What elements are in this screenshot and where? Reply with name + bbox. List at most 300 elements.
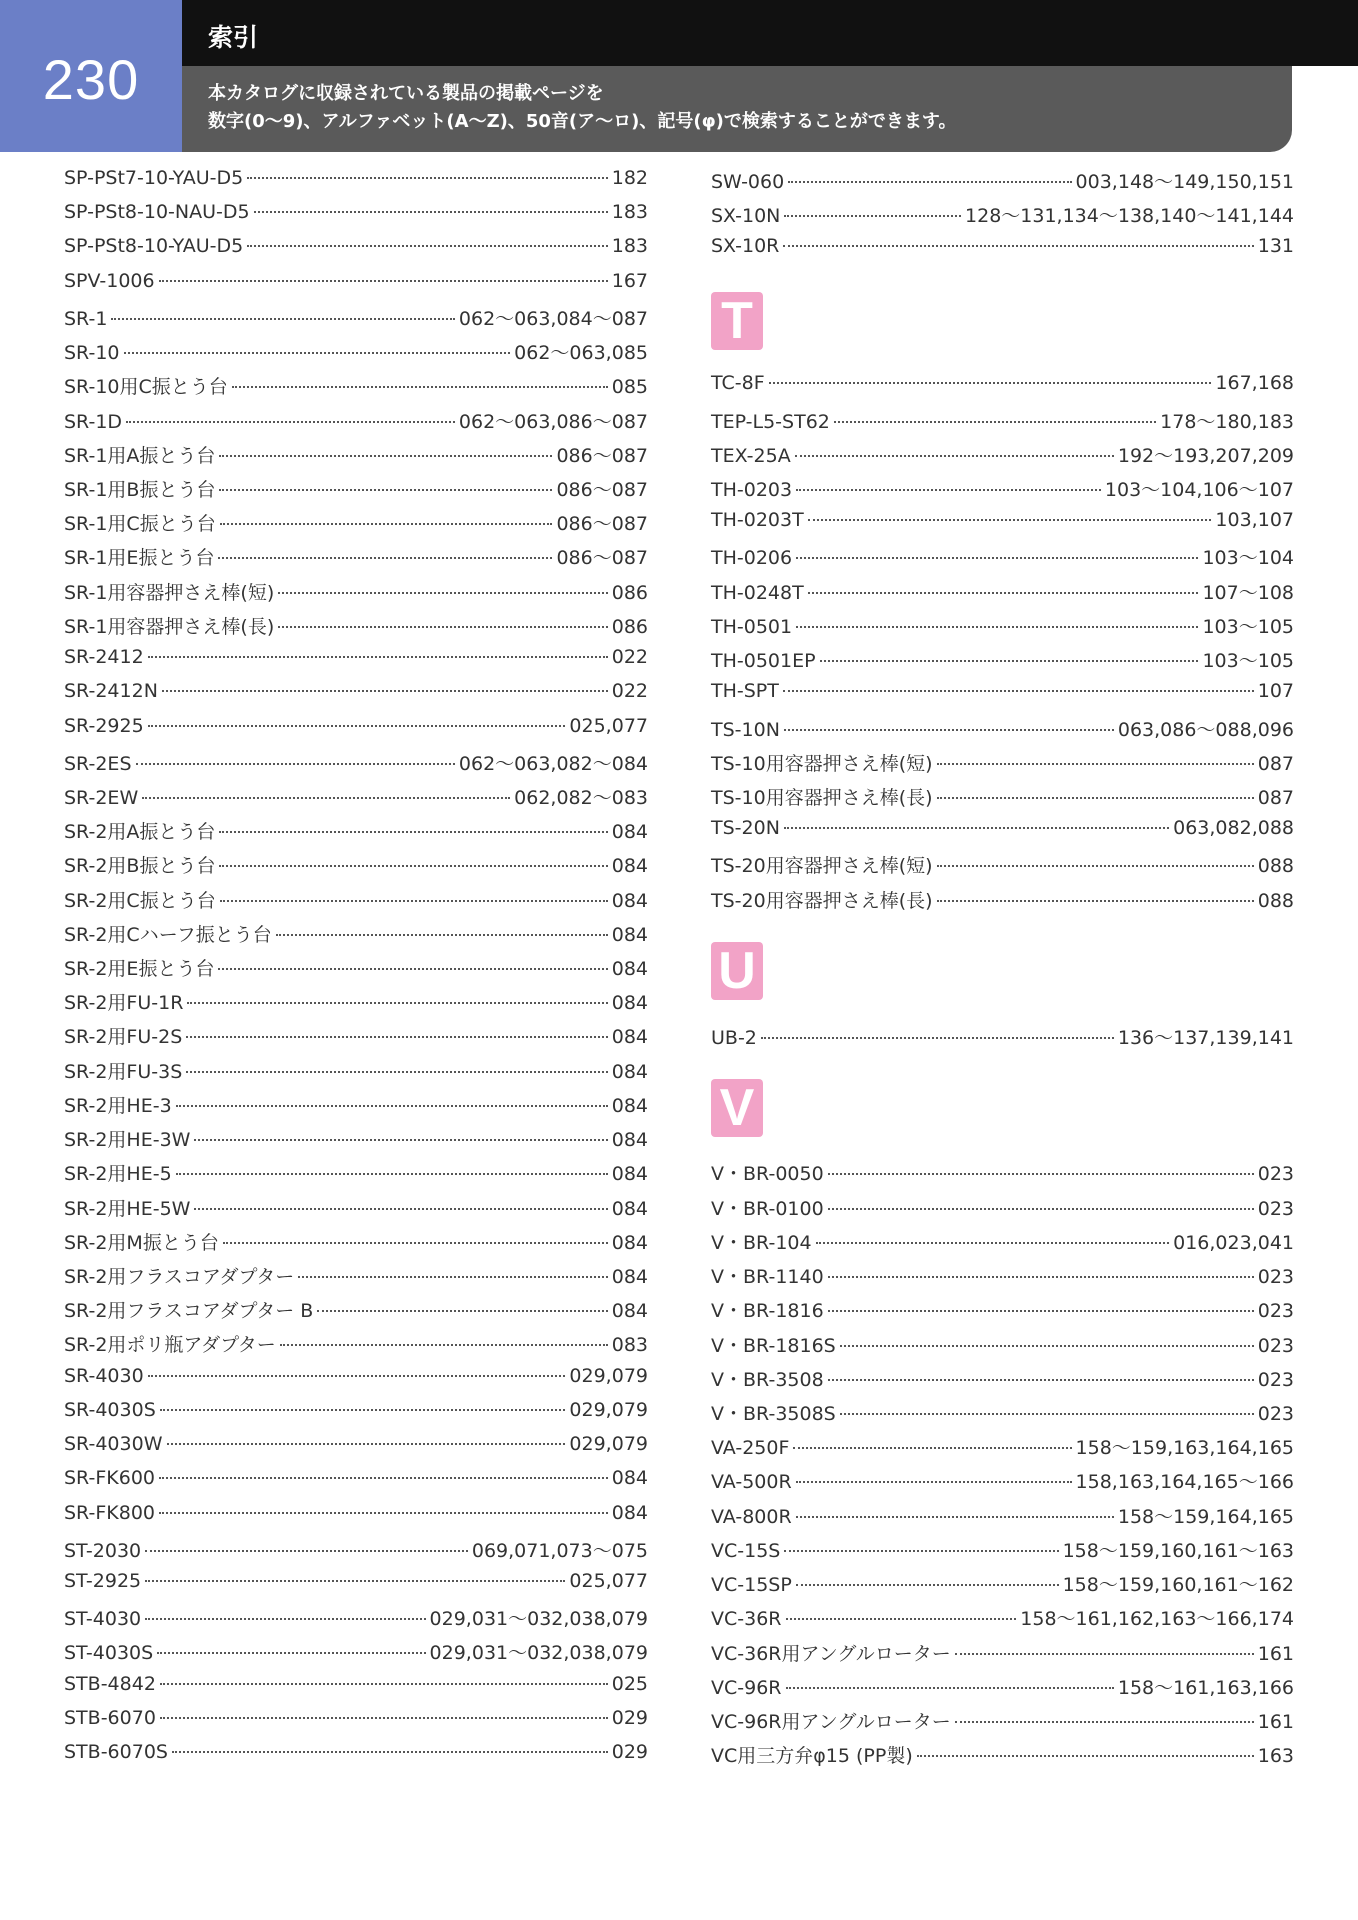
index-entry <box>64 338 648 372</box>
dot-leader <box>219 865 607 867</box>
dot-leader <box>218 557 552 559</box>
dot-leader <box>786 1618 1017 1620</box>
index-entry <box>711 543 1294 577</box>
entry-page: 084 <box>611 855 648 878</box>
entry-name: TS-20用容器押さえ棒(短) <box>711 855 933 878</box>
entry-page: 167 <box>611 269 648 292</box>
entry-page: 084 <box>611 821 648 844</box>
section-header-v <box>711 1057 1294 1160</box>
index-entry <box>711 1194 1294 1228</box>
entry-name: TH-0203 <box>711 479 793 501</box>
entry-page: 023 <box>1257 1197 1294 1220</box>
index-entry <box>64 167 648 201</box>
dot-leader <box>223 1242 608 1244</box>
entry-name: STB-6070S <box>64 1741 168 1764</box>
entry-page: 023 <box>1257 1402 1294 1425</box>
index-entry <box>64 1091 648 1125</box>
dot-leader <box>793 1447 1071 1449</box>
dot-leader <box>167 1443 566 1445</box>
dot-leader <box>834 421 1156 423</box>
index-entry <box>711 1604 1294 1638</box>
entry-name: VC-96R用アングルローター <box>711 1710 951 1733</box>
index-entry <box>64 543 648 577</box>
entry-page: 084 <box>611 1026 648 1049</box>
entry-name: TS-20N <box>711 817 780 840</box>
entry-name: SR-1用B振とう台 <box>64 478 216 501</box>
dot-leader <box>955 1653 1254 1655</box>
entry-name: SP-PSt7-10-YAU-D5 <box>64 167 244 189</box>
dot-leader <box>159 280 608 282</box>
index-entry <box>64 749 648 783</box>
index-entry <box>711 1228 1294 1262</box>
index-entry <box>64 1022 648 1056</box>
entry-name: SR-2用B振とう台 <box>64 855 216 878</box>
dot-leader <box>820 660 1199 662</box>
index-entry <box>711 817 1294 851</box>
dot-leader <box>788 181 1071 183</box>
entry-page: 158〜159,163,164,165 <box>1075 1437 1294 1460</box>
entry-name: ST-2030 <box>64 1539 142 1562</box>
entry-page: 029,079 <box>569 1433 648 1456</box>
entry-name: VA-250F <box>711 1437 790 1460</box>
entry-name: SPV-1006 <box>64 269 155 292</box>
entry-name: VC-15S <box>711 1539 781 1562</box>
entry-page: 062〜063,084〜087 <box>458 307 648 330</box>
description-bar <box>182 66 1292 152</box>
dot-leader <box>828 1310 1254 1312</box>
index-column-left <box>64 167 648 1775</box>
entry-page: 084 <box>611 992 648 1015</box>
dot-leader <box>247 177 607 179</box>
dot-leader <box>142 797 510 799</box>
index-entry <box>64 715 648 749</box>
entry-name: SR-2412N <box>64 680 158 703</box>
index-entry <box>64 1433 648 1467</box>
entry-page: 016,023,041 <box>1173 1231 1294 1254</box>
entry-name: V・BR-3508S <box>711 1402 836 1425</box>
entry-page: 192〜193,207,209 <box>1117 444 1294 467</box>
entry-name: SR-FK600 <box>64 1467 156 1490</box>
entry-name: TH-0203T <box>711 509 804 532</box>
index-entry <box>64 1707 648 1741</box>
dot-leader <box>840 1345 1254 1347</box>
index-entry <box>64 1467 648 1501</box>
entry-page: 084 <box>611 1266 648 1288</box>
entry-name: V・BR-3508 <box>711 1368 824 1391</box>
dot-leader <box>145 1618 425 1620</box>
entry-page: 084 <box>611 1501 648 1524</box>
index-entry <box>711 372 1294 406</box>
entry-page: 023 <box>1257 1300 1294 1323</box>
entry-name: SR-1用C振とう台 <box>64 513 216 536</box>
entry-page: 158〜161,162,163〜166,174 <box>1020 1608 1294 1631</box>
dot-leader <box>796 557 1198 559</box>
entry-page: 083 <box>611 1334 648 1357</box>
index-entry <box>711 715 1294 749</box>
index-entry <box>64 509 648 543</box>
dot-leader <box>220 900 608 902</box>
entry-name: VA-800R <box>711 1505 792 1528</box>
entry-name: ST-4030 <box>64 1608 142 1631</box>
dot-leader <box>176 1105 608 1107</box>
entry-page: 084 <box>611 1129 648 1152</box>
index-entry <box>64 1057 648 1091</box>
index-entry <box>64 578 648 612</box>
entry-name: SR-2用ポリ瓶アダプター <box>64 1334 276 1357</box>
entry-page: 183 <box>611 201 648 224</box>
index-entry <box>64 304 648 338</box>
section-header-t <box>711 270 1294 373</box>
dot-leader <box>784 215 961 217</box>
entry-name: TS-10N <box>711 718 780 741</box>
entry-page: 107〜108 <box>1202 581 1294 604</box>
entry-name: SR-1D <box>64 410 123 433</box>
entry-name: TH-0501EP <box>711 650 816 673</box>
entry-page: 158〜159,160,161〜163 <box>1062 1539 1294 1562</box>
dot-leader <box>937 763 1254 765</box>
entry-page: 084 <box>611 1300 648 1323</box>
index-entry <box>711 646 1294 680</box>
entry-page: 084 <box>611 1231 648 1254</box>
entry-page: 085 <box>611 376 648 399</box>
index-entry <box>711 441 1294 475</box>
entry-page: 167,168 <box>1215 372 1294 395</box>
index-entry <box>711 612 1294 646</box>
index-entry <box>711 578 1294 612</box>
entry-name: SR-2用M振とう台 <box>64 1231 219 1254</box>
dot-leader <box>317 1310 607 1312</box>
index-entry <box>64 441 648 475</box>
entry-page: 084 <box>611 1060 648 1083</box>
dot-leader <box>796 1516 1114 1518</box>
entry-name: V・BR-104 <box>711 1231 812 1254</box>
dot-leader <box>145 1580 565 1582</box>
title-bar <box>182 0 1358 66</box>
dot-leader <box>796 1481 1072 1483</box>
entry-page: 103〜105 <box>1202 650 1294 673</box>
entry-name: TH-SPT <box>711 680 779 703</box>
dot-leader <box>796 489 1101 491</box>
entry-page: 086 <box>611 615 648 638</box>
index-entry <box>64 646 648 680</box>
entry-page: 103〜104,106〜107 <box>1104 479 1294 501</box>
index-entry <box>64 680 648 714</box>
index-entry <box>711 1707 1294 1741</box>
entry-name: TH-0248T <box>711 581 804 604</box>
index-entry <box>711 475 1294 509</box>
entry-page: 084 <box>611 1094 648 1117</box>
dot-leader <box>126 421 455 423</box>
entry-name: SR-2用FU-1R <box>64 992 184 1015</box>
index-entry <box>64 920 648 954</box>
entry-name: TS-20用容器押さえ棒(長) <box>711 889 933 912</box>
dot-leader <box>828 1379 1254 1381</box>
dot-leader <box>172 1751 608 1753</box>
entry-page: 069,071,073〜075 <box>471 1539 648 1562</box>
entry-name: SR-1 <box>64 307 108 330</box>
dot-leader <box>796 1584 1059 1586</box>
dot-leader <box>160 1683 608 1685</box>
entry-page: 029 <box>611 1741 648 1764</box>
index-entry <box>711 1262 1294 1296</box>
dot-leader <box>816 1242 1170 1244</box>
entry-name: SR-2用FU-2S <box>64 1026 183 1049</box>
dot-leader <box>219 489 552 491</box>
index-entry <box>711 1296 1294 1330</box>
entry-name: SR-10用C振とう台 <box>64 376 228 399</box>
entry-name: SR-2用C振とう台 <box>64 889 216 912</box>
entry-page: 023 <box>1257 1266 1294 1289</box>
index-entry <box>64 1502 648 1536</box>
entry-name: SR-1用容器押さえ棒(長) <box>64 615 275 638</box>
entry-name: SR-4030S <box>64 1398 156 1421</box>
dot-leader <box>278 592 607 594</box>
entry-page: 084 <box>611 1163 648 1186</box>
entry-page: 128〜131,134〜138,140〜141,144 <box>965 205 1294 228</box>
index-entry <box>64 1262 648 1296</box>
entry-name: SR-1用E振とう台 <box>64 547 215 570</box>
entry-name: SR-2ES <box>64 752 132 775</box>
dot-leader <box>828 1276 1254 1278</box>
index-entry <box>711 1159 1294 1193</box>
entry-page: 182 <box>611 167 648 189</box>
entry-page: 084 <box>611 889 648 912</box>
dot-leader <box>298 1276 608 1278</box>
entry-name: SR-FK800 <box>64 1501 156 1524</box>
entry-name: UB-2 <box>711 1026 757 1049</box>
index-column-right <box>711 167 1294 1775</box>
entry-page: 084 <box>611 1467 648 1490</box>
entry-page: 136〜137,139,141 <box>1117 1026 1294 1049</box>
description-line-1: 本カタログに収録されている製品の掲載ページを <box>208 83 604 104</box>
entry-page: 025 <box>611 1672 648 1695</box>
entry-page: 062〜063,086〜087 <box>458 410 648 433</box>
dot-leader <box>160 1717 608 1719</box>
dot-leader <box>159 1512 608 1514</box>
index-entry <box>64 1228 648 1262</box>
dot-leader <box>783 245 1253 247</box>
entry-page: 084 <box>611 923 648 946</box>
entry-name: TS-10用容器押さえ棒(短) <box>711 752 933 775</box>
entry-name: SX-10R <box>711 235 780 258</box>
dot-leader <box>194 1208 607 1210</box>
entry-page: 023 <box>1257 1163 1294 1186</box>
entry-name: TH-0206 <box>711 547 793 570</box>
dot-leader <box>219 831 607 833</box>
index-entry <box>711 1331 1294 1365</box>
index-entry <box>64 1399 648 1433</box>
index-entry <box>64 1570 648 1604</box>
index-entry <box>64 1638 648 1672</box>
section-letter-badge: T <box>711 292 763 350</box>
entry-page: 158〜159,164,165 <box>1117 1505 1294 1528</box>
dot-leader <box>828 1173 1254 1175</box>
entry-page: 003,148〜149,150,151 <box>1075 171 1294 193</box>
dot-leader <box>761 1037 1114 1039</box>
entry-name: SR-2用HE-3 <box>64 1094 172 1117</box>
entry-name: SR-2用FU-3S <box>64 1060 183 1083</box>
entry-page: 029,031〜032,038,079 <box>429 1642 648 1665</box>
entry-page: 063,082,088 <box>1173 817 1294 840</box>
dot-leader <box>278 626 607 628</box>
entry-name: V・BR-1816 <box>711 1300 824 1323</box>
index-entry <box>711 1639 1294 1673</box>
entry-name: VC-36R用アングルローター <box>711 1642 951 1665</box>
entry-name: SR-2用HE-3W <box>64 1129 191 1152</box>
entry-name: SR-1用A振とう台 <box>64 444 216 467</box>
index-entry <box>711 1433 1294 1467</box>
dot-leader <box>828 1208 1254 1210</box>
entry-name: VA-500R <box>711 1471 792 1494</box>
entry-name: TEP-L5-ST62 <box>711 410 830 433</box>
dot-leader <box>148 1375 566 1377</box>
dot-leader <box>186 1036 607 1038</box>
dot-leader <box>148 656 608 658</box>
index-entry <box>711 1365 1294 1399</box>
entry-name: SR-2EW <box>64 786 139 809</box>
dot-leader <box>937 900 1254 902</box>
dot-leader <box>784 827 1169 829</box>
entry-name: ST-2925 <box>64 1569 142 1592</box>
dot-leader <box>176 1173 608 1175</box>
entry-name: TS-10用容器押さえ棒(長) <box>711 786 933 809</box>
entry-name: V・BR-1140 <box>711 1266 824 1289</box>
index-entry <box>711 851 1294 885</box>
index-entry <box>64 1296 648 1330</box>
entry-name: SR-10 <box>64 342 120 365</box>
entry-page: 084 <box>611 958 648 981</box>
dot-leader <box>937 865 1254 867</box>
dot-leader <box>162 690 608 692</box>
index-entry <box>64 851 648 885</box>
entry-page: 158,163,164,165〜166 <box>1075 1471 1294 1494</box>
dot-leader <box>795 455 1114 457</box>
entry-page: 103,107 <box>1215 509 1294 532</box>
dot-leader <box>160 1409 566 1411</box>
entry-page: 087 <box>1257 786 1294 809</box>
index-entry <box>64 612 648 646</box>
entry-page: 086〜087 <box>556 513 648 536</box>
entry-page: 088 <box>1257 855 1294 878</box>
dot-leader <box>218 968 607 970</box>
entry-page: 178〜180,183 <box>1160 410 1294 433</box>
entry-name: SR-2用E振とう台 <box>64 958 215 981</box>
entry-name: SR-2用フラスコアダプター B <box>64 1300 314 1323</box>
entry-name: TC-8F <box>711 372 765 395</box>
entry-page: 158〜161,163,166 <box>1117 1676 1294 1699</box>
entry-name: SW-060 <box>711 171 785 193</box>
entry-page: 022 <box>611 646 648 669</box>
entry-page: 022 <box>611 680 648 703</box>
entry-page: 086〜087 <box>556 478 648 501</box>
index-entry <box>64 817 648 851</box>
entry-page: 103〜105 <box>1202 615 1294 638</box>
index-entry <box>64 1741 648 1775</box>
dot-leader <box>148 725 566 727</box>
dot-leader <box>280 1344 608 1346</box>
dot-leader <box>808 519 1212 521</box>
dot-leader <box>219 455 552 457</box>
index-entry <box>711 1673 1294 1707</box>
entry-page: 183 <box>611 235 648 258</box>
entry-page: 025,077 <box>569 1569 648 1592</box>
entry-name: STB-4842 <box>64 1672 156 1695</box>
dot-leader <box>247 245 607 247</box>
index-entry <box>64 1536 648 1570</box>
dot-leader <box>194 1139 607 1141</box>
dot-leader <box>783 690 1254 692</box>
dot-leader <box>937 797 1254 799</box>
index-entry <box>711 167 1294 201</box>
index-entry <box>64 1673 648 1707</box>
entry-name: SP-PSt8-10-NAU-D5 <box>64 201 250 224</box>
dot-leader <box>784 1550 1058 1552</box>
index-entry <box>64 235 648 269</box>
dot-leader <box>187 1002 607 1004</box>
entry-name: SR-1用容器押さえ棒(短) <box>64 581 275 604</box>
index-entry <box>64 783 648 817</box>
index-entry <box>64 201 648 235</box>
index-entry <box>711 407 1294 441</box>
index-entry <box>711 886 1294 920</box>
dot-leader <box>220 523 553 525</box>
entry-name: TEX-25A <box>711 444 791 467</box>
index-entry <box>64 1159 648 1193</box>
entry-page: 103〜104 <box>1202 547 1294 570</box>
entry-name: VC-96R <box>711 1676 782 1699</box>
dot-leader <box>232 386 608 388</box>
index-entry <box>711 749 1294 783</box>
entry-page: 063,086〜088,096 <box>1117 718 1294 741</box>
index-entry <box>711 783 1294 817</box>
section-letter-badge: V <box>711 1079 763 1137</box>
index-entry <box>64 954 648 988</box>
entry-page: 161 <box>1257 1710 1294 1733</box>
entry-name: SR-2412 <box>64 646 144 669</box>
entry-name: SX-10N <box>711 205 781 228</box>
entry-page: 023 <box>1257 1334 1294 1357</box>
entry-page: 023 <box>1257 1368 1294 1391</box>
dot-leader <box>955 1721 1254 1723</box>
index-entry <box>711 1467 1294 1501</box>
index-entry <box>64 1330 648 1364</box>
dot-leader <box>111 318 454 320</box>
dot-leader <box>186 1071 607 1073</box>
entry-page: 062〜063,085 <box>514 342 648 365</box>
description-line-2: 数字(0〜9)、アルファベット(A〜Z)、50音(ア〜ロ)、記号(φ)で検索することができます。 <box>208 111 957 132</box>
dot-leader <box>157 1652 425 1654</box>
dot-leader <box>145 1550 468 1552</box>
page-number: 230 <box>42 47 140 111</box>
index-entry <box>64 1365 648 1399</box>
entry-page: 029,079 <box>569 1398 648 1421</box>
index-entry <box>64 886 648 920</box>
dot-leader <box>276 934 608 936</box>
entry-page: 029,031〜032,038,079 <box>429 1608 648 1631</box>
index-entry <box>711 1399 1294 1433</box>
dot-leader <box>786 1687 1114 1689</box>
index-entry <box>711 1741 1294 1775</box>
page-title: 索引 <box>208 23 259 52</box>
dot-leader <box>917 1755 1254 1757</box>
section-letter-badge: U <box>711 942 763 1000</box>
entry-name: SR-2用フラスコアダプター <box>64 1266 295 1288</box>
page-number-box <box>0 0 182 152</box>
dot-leader <box>769 382 1212 384</box>
entry-page: 062〜063,082〜084 <box>458 752 648 775</box>
entry-name: V・BR-0100 <box>711 1197 824 1220</box>
entry-name: VC用三方弁φ15 (PP製) <box>711 1745 913 1768</box>
